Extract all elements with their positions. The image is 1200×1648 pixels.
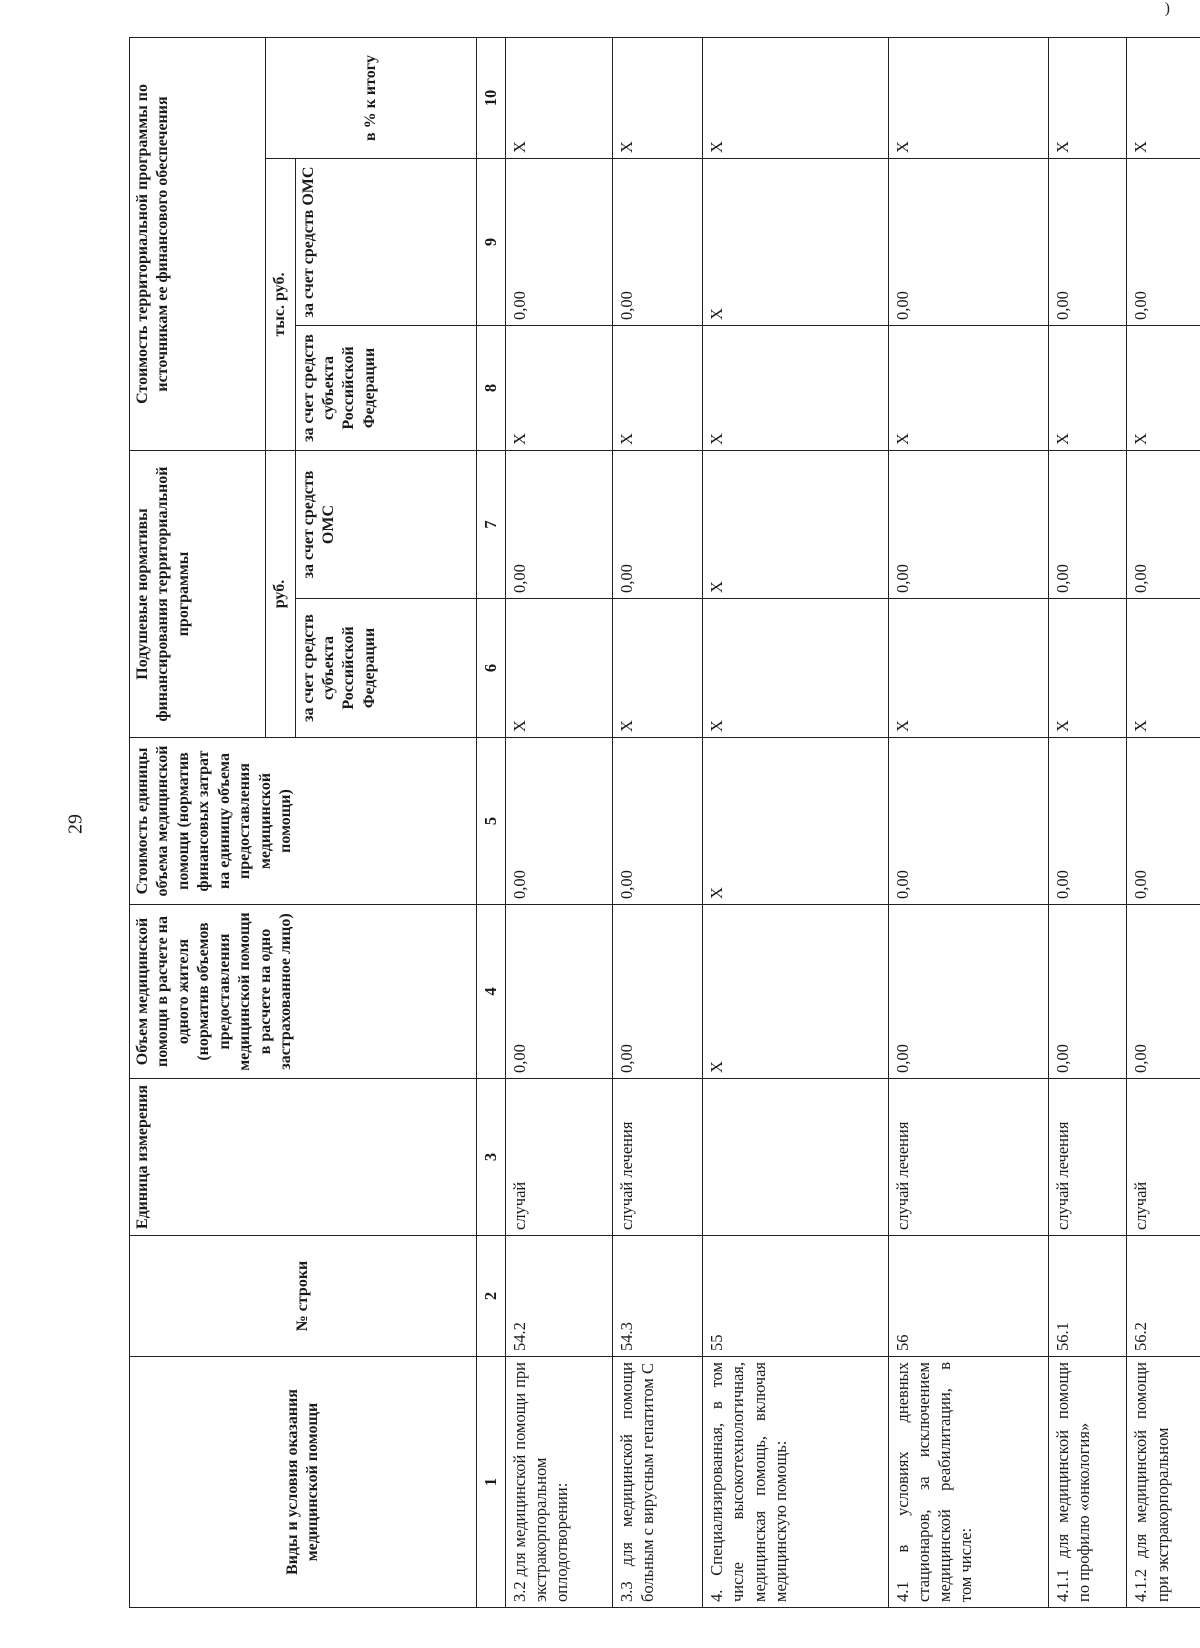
row-name: 3.2 для медицинской помощи при экстракорпоральном оплодотворении: xyxy=(505,1357,612,1608)
column-number: 1 xyxy=(476,1357,505,1608)
header-per-capita-unit: руб. xyxy=(265,451,295,738)
column-number: 4 xyxy=(476,905,505,1079)
row-line-no: 54.3 xyxy=(612,1236,703,1357)
financing-table xyxy=(129,37,1200,1608)
row-unit: случай лечения xyxy=(889,1079,1049,1236)
table-row xyxy=(1048,37,1127,1607)
row-pc-oms: 0,00 xyxy=(505,451,612,599)
row-unit-cost: 0,00 xyxy=(1048,738,1127,905)
corner-mark: ) xyxy=(1164,0,1170,17)
row-unit: случай лечения xyxy=(1048,1079,1127,1236)
row-unit: случай лечения xyxy=(612,1079,703,1236)
row-pc-subject: X xyxy=(505,599,612,738)
row-percent: X xyxy=(1127,37,1200,158)
row-percent: X xyxy=(612,37,703,158)
column-number-row xyxy=(476,37,505,1607)
row-volume: 0,00 xyxy=(612,905,703,1079)
row-volume: 0,00 xyxy=(505,905,612,1079)
table-row xyxy=(505,37,612,1607)
row-pc-oms: 0,00 xyxy=(1048,451,1127,599)
row-line-no: 56.2 xyxy=(1127,1236,1200,1357)
row-cost-oms: X xyxy=(703,159,889,326)
row-line-no: 54.2 xyxy=(505,1236,612,1357)
row-unit-cost: 0,00 xyxy=(889,738,1049,905)
header-program-cost-group: Стоимость территориальной программы по источникам ее финансового обеспечения xyxy=(130,37,266,450)
table-row xyxy=(703,37,889,1607)
column-number: 9 xyxy=(476,159,505,326)
row-cost-oms: 0,00 xyxy=(1127,159,1200,326)
row-line-no: 56 xyxy=(889,1236,1049,1357)
row-volume: 0,00 xyxy=(1048,905,1127,1079)
row-pc-subject: X xyxy=(1048,599,1127,738)
table-row xyxy=(1127,37,1200,1607)
column-number: 7 xyxy=(476,451,505,599)
column-number: 2 xyxy=(476,1236,505,1357)
column-number: 6 xyxy=(476,599,505,738)
row-pc-oms: 0,00 xyxy=(612,451,703,599)
row-cost-oms: 0,00 xyxy=(889,159,1049,326)
row-cost-oms: 0,00 xyxy=(505,159,612,326)
header-cost-subject: за счет средств субъекта Российской Федерации xyxy=(295,326,476,451)
row-volume: 0,00 xyxy=(1127,905,1200,1079)
row-name: 4.1 в условиях дневных стационаров, за исключением медицинской реабилитации, в том числе: xyxy=(889,1357,1049,1608)
header-pc-subject: за счет средств субъекта Российской Федерации xyxy=(295,599,476,738)
header-unit: Единица измерения xyxy=(130,1079,477,1236)
row-unit xyxy=(703,1079,889,1236)
row-pc-subject: X xyxy=(889,599,1049,738)
row-line-no: 56.1 xyxy=(1048,1236,1127,1357)
row-name: 3.3 для медицинской помощи больным с вирусным гепатитом С xyxy=(612,1357,703,1608)
row-cost-subject: X xyxy=(1048,326,1127,451)
row-name: 4.1.1 для медицинской помощи по профилю «онкология» xyxy=(1048,1357,1127,1608)
header-per-capita-group: Подушевые нормативы финансирования территориальной программы xyxy=(130,451,266,738)
row-pc-subject: X xyxy=(1127,599,1200,738)
row-volume: 0,00 xyxy=(889,905,1049,1079)
row-cost-subject: X xyxy=(612,326,703,451)
row-unit-cost: X xyxy=(703,738,889,905)
row-name: 4.1.2 для медицинской помощи при экстракорпоральном xyxy=(1127,1357,1200,1608)
header-percent-total: в % к итогу xyxy=(265,37,476,158)
row-cost-subject: X xyxy=(889,326,1049,451)
rotated-table-container xyxy=(129,38,1200,1608)
header-program-cost-unit: тыс. руб. xyxy=(265,159,295,451)
table-row xyxy=(889,37,1049,1607)
row-percent: X xyxy=(505,37,612,158)
header-unit-cost: Стоимость единицы объема медицинской помощи (норматив финансовых затрат на единицу объема предоставления медицинской помощи) xyxy=(130,738,477,905)
row-pc-oms: 0,00 xyxy=(1127,451,1200,599)
column-number: 10 xyxy=(476,37,505,158)
row-percent: X xyxy=(889,37,1049,158)
row-percent: X xyxy=(703,37,889,158)
row-unit-cost: 0,00 xyxy=(1127,738,1200,905)
row-cost-subject: X xyxy=(703,326,889,451)
row-volume: X xyxy=(703,905,889,1079)
row-percent: X xyxy=(1048,37,1127,158)
header-cost-oms: за счет средств ОМС xyxy=(295,159,476,326)
row-cost-oms: 0,00 xyxy=(1048,159,1127,326)
row-unit-cost: 0,00 xyxy=(505,738,612,905)
column-number: 8 xyxy=(476,326,505,451)
row-cost-subject: X xyxy=(505,326,612,451)
row-name: 4. Специализированная, в том числе высокотехнологичная, медицинская помощь, включая медицинскую помощь: xyxy=(703,1357,889,1608)
row-unit-cost: 0,00 xyxy=(612,738,703,905)
header-pc-oms: за счет средств ОМС xyxy=(295,451,476,599)
row-unit: случай xyxy=(505,1079,612,1236)
row-unit: случай xyxy=(1127,1079,1200,1236)
page-number: 29 xyxy=(64,814,87,834)
column-number: 3 xyxy=(476,1079,505,1236)
column-number: 5 xyxy=(476,738,505,905)
header-line-no: № строки xyxy=(130,1236,477,1357)
table-row xyxy=(612,37,703,1607)
header-kind: Виды и условия оказания медицинской помощи xyxy=(130,1357,477,1608)
row-pc-oms: X xyxy=(703,451,889,599)
row-cost-oms: 0,00 xyxy=(612,159,703,326)
row-pc-oms: 0,00 xyxy=(889,451,1049,599)
row-pc-subject: X xyxy=(703,599,889,738)
header-volume: Объем медицинской помощи в расчете на одного жителя (норматив объемов предоставления медицинской помощи в расчете на одно застрахованное лицо) xyxy=(130,905,477,1079)
row-cost-subject: X xyxy=(1127,326,1200,451)
row-line-no: 55 xyxy=(703,1236,889,1357)
row-pc-subject: X xyxy=(612,599,703,738)
